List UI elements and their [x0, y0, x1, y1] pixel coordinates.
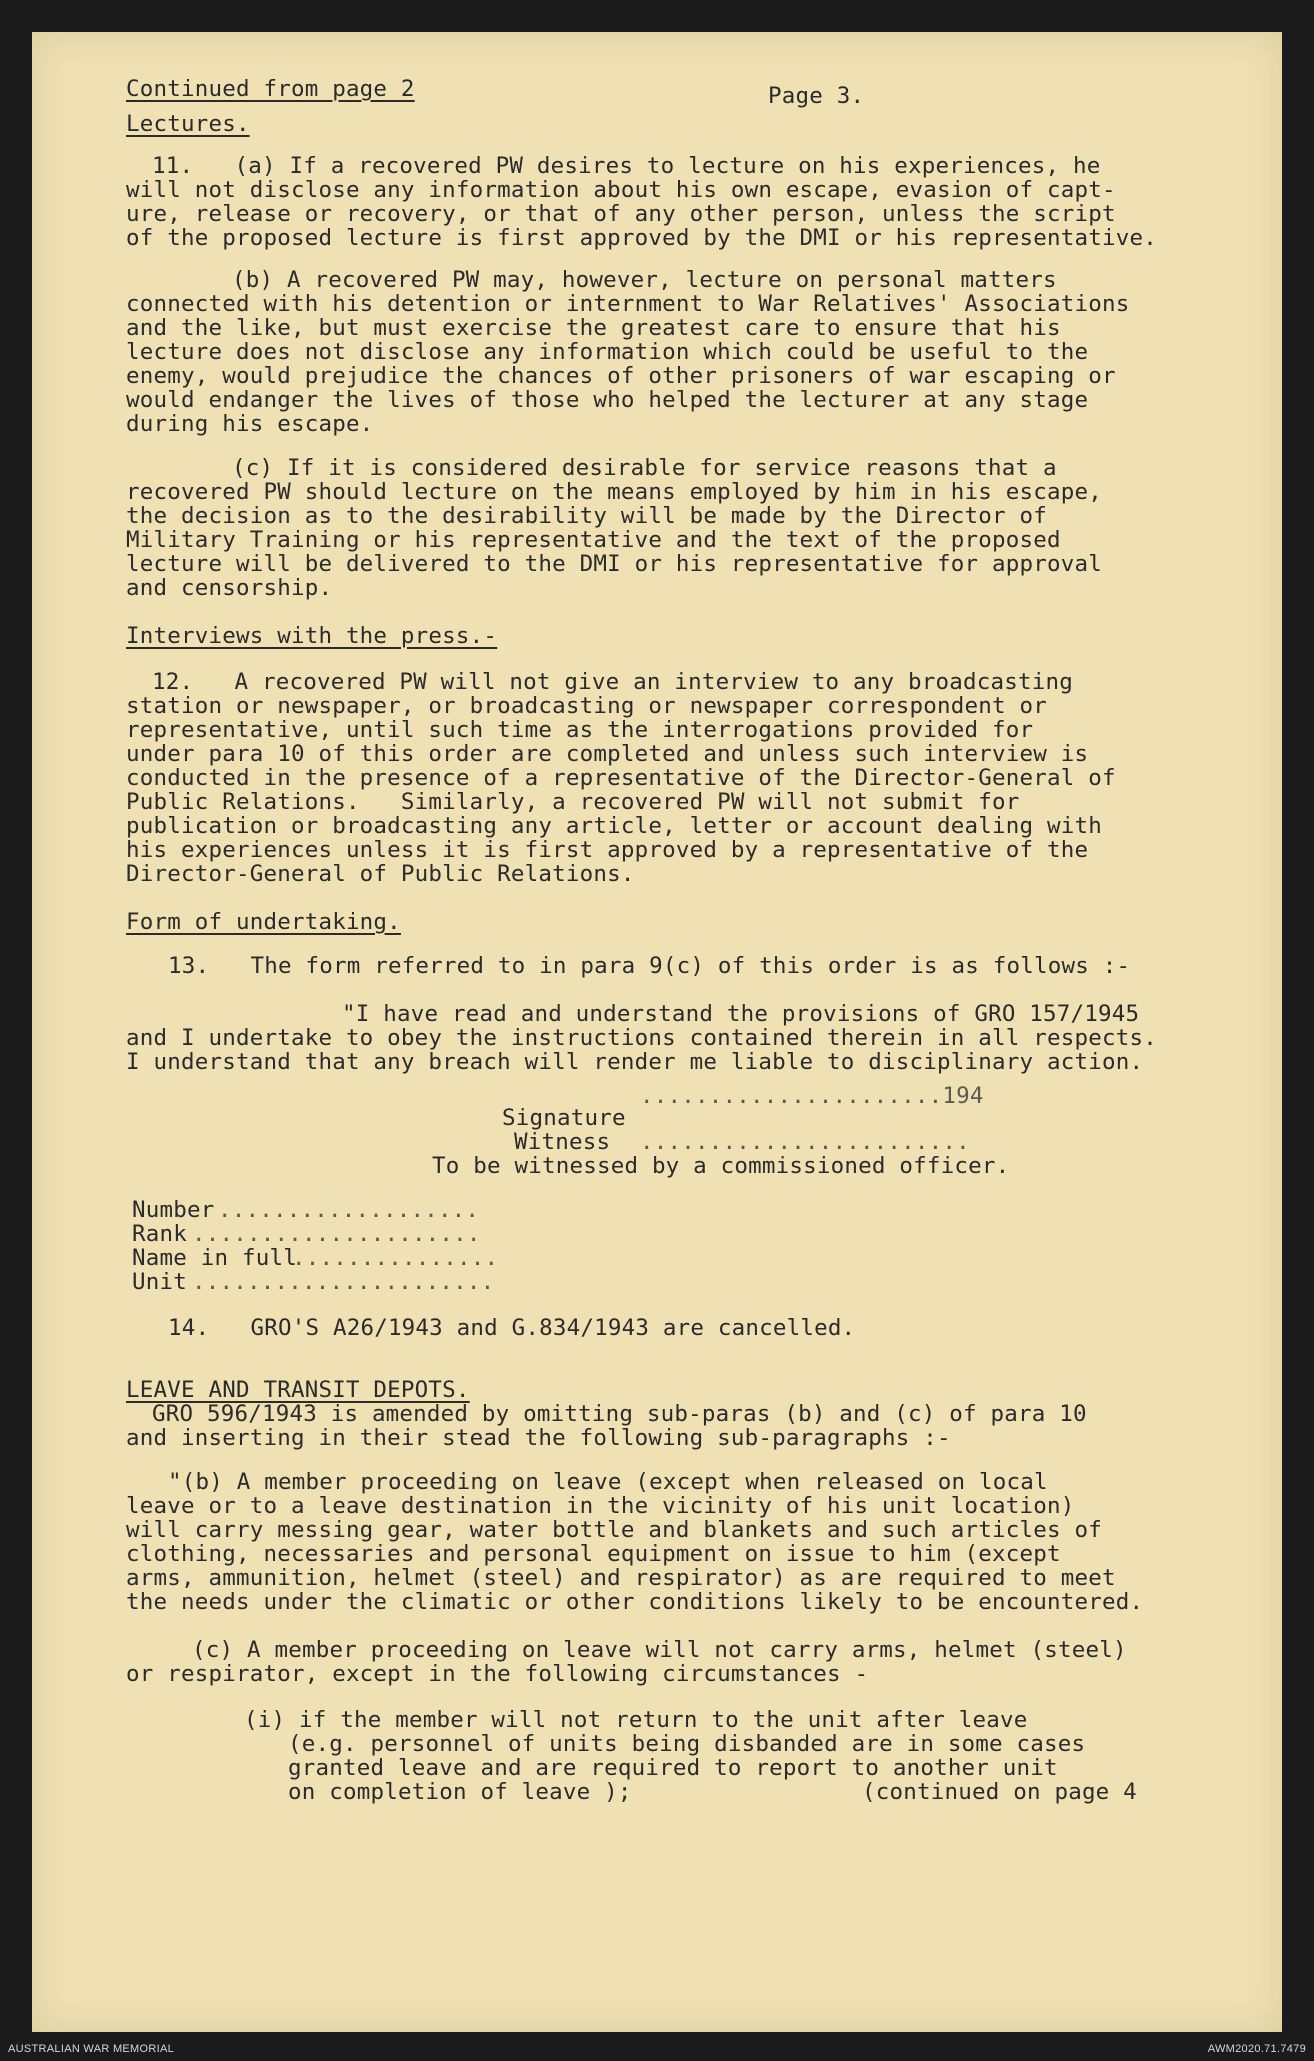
- lectures-para-b-line-1: (b) A recovered PW may, however, lecture on personal matters: [232, 267, 1057, 293]
- press-para-line-3: representative, until such time as the interrogations provided for: [126, 717, 1034, 743]
- field-name-label: Name in full: [132, 1245, 297, 1271]
- field-rank-dots: .....................: [192, 1221, 481, 1247]
- undertaking-quote-line-1: "I have read and understand the provisions of GRO 157/1945: [342, 1001, 1140, 1027]
- press-para-line-9: Director-General of Public Relations.: [126, 861, 635, 887]
- item-i-line-1: (i) if the member will not return to the unit after leave: [244, 1707, 1028, 1733]
- item-i-line-3: granted leave and are required to report to another unit: [288, 1755, 1058, 1781]
- leave-para-b-line-2: leave or to a leave destination in the vicinity of his unit location): [126, 1493, 1075, 1519]
- lectures-para-c-line-3: the decision as to the desirability will be made by the Director of: [126, 503, 1047, 529]
- signature-dots: ......................194: [640, 1083, 984, 1109]
- witness-note: To be witnessed by a commissioned officer.: [432, 1153, 1010, 1179]
- lectures-para-b-line-4: lecture does not disclose any information which could be useful to the: [126, 339, 1089, 365]
- undertaking-quote-line-3: I understand that any breach will render me liable to disciplinary action.: [126, 1049, 1144, 1075]
- undertaking-heading: Form of undertaking.: [126, 909, 401, 935]
- para-14: 14. GRO'S A26/1943 and G.834/1943 are cancelled.: [168, 1315, 856, 1341]
- lectures-heading: Lectures.: [126, 111, 250, 137]
- leave-heading: LEAVE AND TRANSIT DEPOTS.: [126, 1377, 470, 1403]
- press-para-line-5: conducted in the presence of a representative of the Director-General of: [126, 765, 1116, 791]
- footer-archive-name: AUSTRALIAN WAR MEMORIAL: [8, 2043, 175, 2055]
- leave-intro-line-1: GRO 596/1943 is amended by omitting sub-paras (b) and (c) of para 10: [152, 1401, 1087, 1427]
- lectures-para-c-line-1: (c) If it is considered desirable for service reasons that a: [232, 455, 1057, 481]
- lectures-para-b-line-2: connected with his detention or internment to War Relatives' Associations: [126, 291, 1130, 317]
- leave-para-b-line-6: the needs under the climatic or other conditions likely to be encountered.: [126, 1589, 1144, 1615]
- press-para-line-1: 12. A recovered PW will not give an interview to any broadcasting: [152, 669, 1073, 695]
- field-number-dots: ...................: [218, 1197, 480, 1223]
- press-para-line-8: his experiences unless it is first approved by a representative of the: [126, 837, 1089, 863]
- leave-para-c-line-1: (c) A member proceeding on leave will not carry arms, helmet (steel): [192, 1637, 1127, 1663]
- lectures-para-b-line-3: and the like, but must exercise the greatest care to ensure that his: [126, 315, 1061, 341]
- field-rank-label: Rank: [132, 1221, 187, 1247]
- field-number-label: Number: [132, 1197, 215, 1223]
- page-number: Page 3.: [768, 83, 865, 109]
- continued-from-header: Continued from page 2: [126, 76, 415, 102]
- lectures-para-c-line-5: lecture will be delivered to the DMI or his representative for approval: [126, 551, 1102, 577]
- lectures-para-a-line-1: 11. (a) If a recovered PW desires to lecture on his experiences, he: [152, 153, 1101, 179]
- lectures-para-c-line-2: recovered PW should lecture on the means employed by him in his escape,: [126, 479, 1102, 505]
- leave-para-b-line-3: will carry messing gear, water bottle and blankets and such articles of: [126, 1517, 1102, 1543]
- typed-text: [32, 32, 1282, 2032]
- lectures-para-b-line-5: enemy, would prejudice the chances of other prisoners of war escaping or: [126, 363, 1116, 389]
- press-heading: Interviews with the press.-: [126, 623, 498, 649]
- leave-intro-line-2: and inserting in their stead the following sub-paragraphs :-: [126, 1425, 951, 1451]
- leave-para-b-line-1: "(b) A member proceeding on leave (except when released on local: [168, 1469, 1048, 1495]
- item-i-line-4: on completion of leave );: [288, 1779, 632, 1805]
- witness-label: Witness: [514, 1129, 611, 1155]
- lectures-para-c-line-4: Military Training or his representative and the text of the proposed: [126, 527, 1061, 553]
- lectures-para-a-line-3: ure, release or recovery, or that of any other person, unless the script: [126, 201, 1116, 227]
- signature-label: Signature: [502, 1105, 626, 1131]
- leave-para-c-line-2: or respirator, except in the following circumstances -: [126, 1661, 869, 1687]
- lectures-para-b-line-6: would endanger the lives of those who helped the lecturer at any stage: [126, 387, 1089, 413]
- lectures-para-a-line-2: will not disclose any information about his own escape, evasion of capt-: [126, 177, 1116, 203]
- press-para-line-6: Public Relations. Similarly, a recovered PW will not submit for: [126, 789, 1020, 815]
- leave-para-b-line-4: clothing, necessaries and personal equipment on issue to him (except: [126, 1541, 1061, 1567]
- field-unit-dots: ......................: [192, 1269, 495, 1295]
- press-para-line-4: under para 10 of this order are completed and unless such interview is: [126, 741, 1089, 767]
- footer-accession-number: AWM2020.71.7479: [1207, 2043, 1306, 2055]
- lectures-para-c-line-6: and censorship.: [126, 575, 333, 601]
- field-name-dots: ...............: [292, 1245, 499, 1271]
- para-13: 13. The form referred to in para 9(c) of this order is as follows :-: [168, 953, 1131, 979]
- leave-para-b-line-5: arms, ammunition, helmet (steel) and respirator) as are required to meet: [126, 1565, 1116, 1591]
- document-page: [32, 32, 1282, 2032]
- witness-dots: ........................: [640, 1129, 970, 1155]
- continued-on-next-page: (continued on page 4: [862, 1779, 1137, 1805]
- field-unit-label: Unit: [132, 1269, 187, 1295]
- item-i-line-2: (e.g. personnel of units being disbanded are in some cases: [288, 1731, 1086, 1757]
- lectures-para-a-line-4: of the proposed lecture is first approved by the DMI or his representative.: [126, 225, 1157, 251]
- press-para-line-7: publication or broadcasting any article, letter or account dealing with: [126, 813, 1102, 839]
- press-para-line-2: station or newspaper, or broadcasting or newspaper correspondent or: [126, 693, 1047, 719]
- lectures-para-b-line-7: during his escape.: [126, 411, 374, 437]
- undertaking-quote-line-2: and I undertake to obey the instructions contained therein in all respects.: [126, 1025, 1157, 1051]
